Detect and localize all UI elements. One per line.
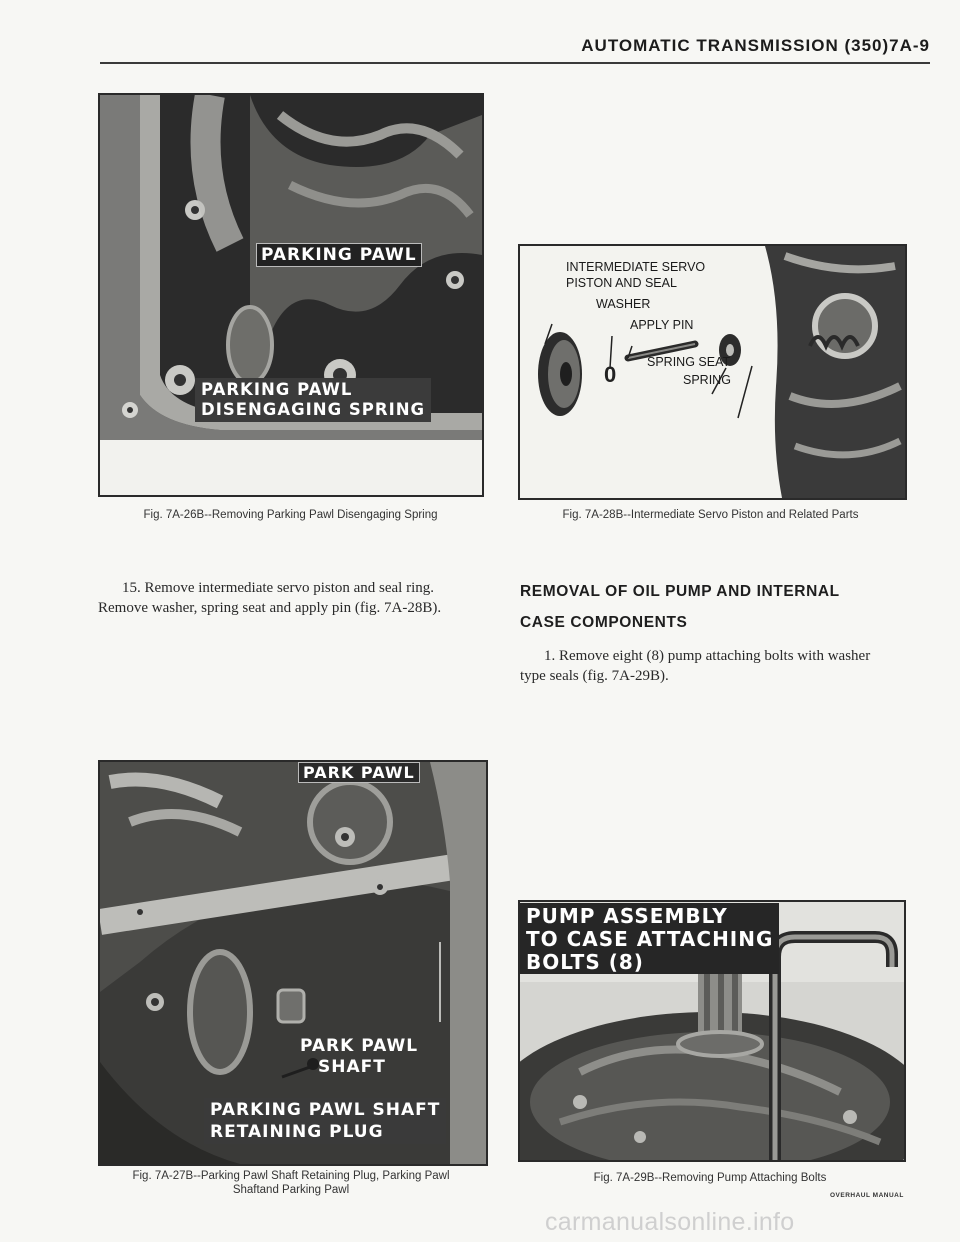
section-heading-removal: REMOVAL OF OIL PUMP AND INTERNAL — [520, 583, 840, 600]
label-intermediate-servo — [566, 259, 705, 291]
label-spring-seat: SPRING SEAT — [647, 355, 731, 369]
step-15-line1: 15. Remove intermediate servo piston and seal ring. — [122, 580, 435, 596]
step-1-paragraph — [520, 646, 910, 686]
figure-7a-27b-caption-line1: Fig. 7A-27B--Parking Pawl Shaft Retaining Plug, Parking Pawl — [132, 1170, 450, 1182]
label-parking-pawl-shaft-retaining-plug — [204, 1098, 446, 1144]
label-plug-line2: RETAINING PLUG — [210, 1122, 384, 1142]
svg-text:0: 0 — [604, 362, 617, 387]
label-park-pawl — [298, 762, 420, 783]
watermark-link[interactable]: carmanualsonline.info — [545, 1208, 795, 1236]
footer-overhaul-manual: OVERHAUL MANUAL — [830, 1192, 904, 1199]
step-15-paragraph — [98, 578, 483, 618]
label-spring: SPRING — [683, 373, 731, 387]
figure-7a-28b-caption: Fig. 7A-28B--Intermediate Servo Piston and Related Parts — [562, 509, 859, 521]
label-apply-pin: APPLY PIN — [630, 318, 694, 332]
label-parking-pawl — [256, 243, 422, 267]
label-parking-pawl-text: PARKING PAWL — [261, 245, 417, 265]
label-pump-line1: PUMP ASSEMBLY — [526, 904, 728, 928]
label-shaft-line2: SHAFT — [318, 1057, 386, 1077]
figure-7a-26b-photo — [98, 93, 484, 497]
label-pump-line2: TO CASE ATTACHING — [526, 927, 774, 951]
figure-7a-29b-caption: Fig. 7A-29B--Removing Pump Attaching Bolts — [593, 1172, 827, 1184]
parking-pawl-disengaging-spring-photo — [100, 95, 482, 495]
label-servo-line1: INTERMEDIATE SERVO — [566, 260, 706, 274]
label-disengaging-line2: DISENGAGING SPRING — [201, 400, 426, 419]
label-park-pawl-shaft — [300, 1036, 418, 1078]
page-header-title: AUTOMATIC TRANSMISSION (350)7A-9 — [581, 36, 930, 55]
figure-7a-27b-caption-line2: Shaftand Parking Pawl — [232, 1184, 350, 1196]
label-disengaging-line1: PARKING PAWL — [201, 380, 353, 399]
label-shaft-line1: PARK PAWL — [300, 1036, 419, 1056]
label-pump-assembly — [520, 903, 779, 974]
label-pump-line3: BOLTS (8) — [526, 950, 644, 974]
header-rule — [100, 62, 930, 64]
step-15-line2: Remove washer, spring seat and apply pin (fig. 7A-28B). — [98, 600, 442, 616]
section-heading-case-components: CASE COMPONENTS — [520, 614, 688, 631]
label-plug-line1: PARKING PAWL SHAFT — [210, 1100, 441, 1120]
label-washer: WASHER — [596, 297, 651, 311]
label-servo-line2: PISTON AND SEAL — [566, 276, 677, 290]
label-parking-pawl-disengaging-spring — [195, 378, 431, 422]
step-1-line1: 1. Remove eight (8) pump attaching bolts with washer — [544, 648, 871, 664]
label-park-pawl-text: PARK PAWL — [303, 763, 415, 782]
figure-7a-26b-caption: Fig. 7A-26B--Removing Parking Pawl Disengaging Spring — [143, 509, 438, 521]
step-1-line2: type seals (fig. 7A-29B). — [520, 668, 669, 684]
figure-7a-27b-caption — [98, 1169, 484, 1197]
